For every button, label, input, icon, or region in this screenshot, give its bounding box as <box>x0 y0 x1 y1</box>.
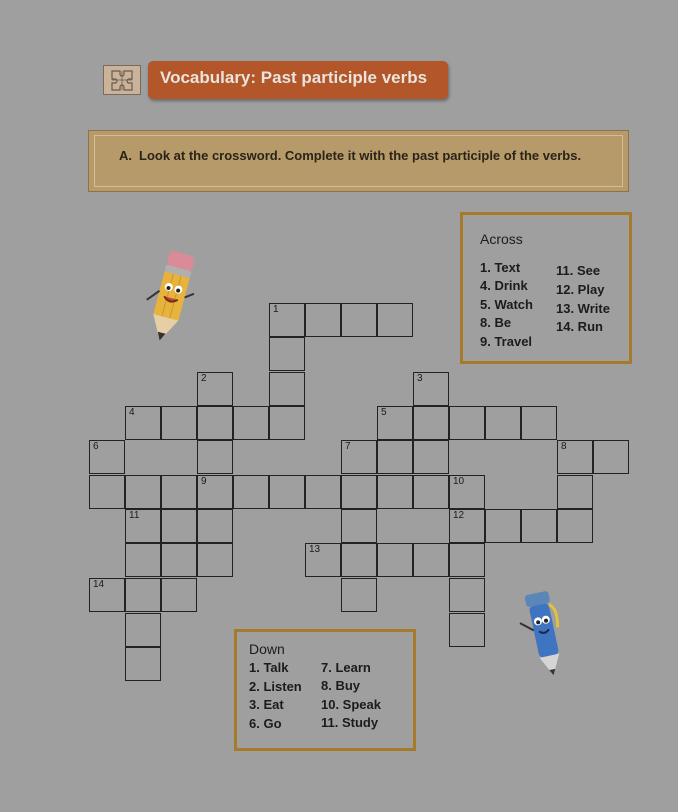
down-clue: 11. Study <box>321 715 379 730</box>
crossword-cell[interactable] <box>449 543 485 577</box>
clue-number: 10 <box>453 476 465 487</box>
crossword-cell[interactable] <box>341 509 377 543</box>
across-title: Across <box>480 231 523 247</box>
clue-number: 7 <box>345 441 351 452</box>
crossword-cell[interactable] <box>269 303 305 337</box>
crossword-cell[interactable] <box>89 475 125 509</box>
puzzle-icon <box>103 65 141 95</box>
crossword-cell[interactable] <box>341 475 377 509</box>
crossword-cell[interactable] <box>485 406 521 440</box>
crossword-cell[interactable] <box>161 475 197 509</box>
down-clue: 6. Go <box>249 716 282 731</box>
crossword-cell[interactable] <box>305 543 341 577</box>
pen-mascot-icon <box>515 588 577 682</box>
crossword-cell[interactable] <box>125 509 161 543</box>
across-clue: 5. Watch <box>480 297 533 312</box>
across-clue: 1. Text <box>480 260 521 275</box>
crossword-cell[interactable] <box>449 475 485 509</box>
clue-number: 4 <box>129 407 135 418</box>
crossword-cell[interactable] <box>413 475 449 509</box>
crossword-cell[interactable] <box>341 578 377 612</box>
clue-number: 1 <box>273 304 279 315</box>
across-clue: 9. Travel <box>480 334 533 349</box>
crossword-cell[interactable] <box>377 406 413 440</box>
crossword-cell[interactable] <box>377 475 413 509</box>
across-clue: 12. Play <box>556 282 605 297</box>
crossword-cell[interactable] <box>89 440 125 474</box>
instruction-box <box>88 130 629 192</box>
down-clue: 7. Learn <box>321 660 371 675</box>
crossword-cell[interactable] <box>269 372 305 406</box>
clue-number: 14 <box>93 579 105 590</box>
clue-number: 2 <box>201 373 207 384</box>
crossword-cell[interactable] <box>485 509 521 543</box>
crossword-cell[interactable] <box>269 337 305 371</box>
across-clue: 13. Write <box>556 301 610 316</box>
crossword-cell[interactable] <box>125 613 161 647</box>
down-clue: 10. Speak <box>321 697 381 712</box>
crossword-cell[interactable] <box>449 509 485 543</box>
clue-number: 11 <box>129 510 140 521</box>
crossword-cell[interactable] <box>521 509 557 543</box>
crossword-cell[interactable] <box>593 440 629 474</box>
section-title: Vocabulary: Past participle verbs <box>148 61 448 99</box>
crossword-cell[interactable] <box>449 578 485 612</box>
crossword-cell[interactable] <box>233 475 269 509</box>
down-title: Down <box>249 641 285 657</box>
instruction-text: Look at the crossword. Complete it with the past participle of the verbs. <box>139 148 582 163</box>
crossword-cell[interactable] <box>413 372 449 406</box>
down-clue: 8. Buy <box>321 678 361 693</box>
clue-number: 9 <box>201 476 207 487</box>
crossword-cell[interactable] <box>197 440 233 474</box>
crossword-cell[interactable] <box>197 475 233 509</box>
crossword-cell[interactable] <box>161 509 197 543</box>
crossword-cell[interactable] <box>413 406 449 440</box>
down-clue: 2. Listen <box>249 679 302 694</box>
clue-number: 13 <box>309 544 321 555</box>
clue-number: 5 <box>381 407 387 418</box>
crossword-cell[interactable] <box>341 303 377 337</box>
crossword-cell[interactable] <box>161 578 197 612</box>
crossword-cell[interactable] <box>269 475 305 509</box>
crossword-cell[interactable] <box>557 475 593 509</box>
crossword-cell[interactable] <box>197 372 233 406</box>
crossword-cell[interactable] <box>377 303 413 337</box>
clue-number: 3 <box>417 373 423 384</box>
crossword-cell[interactable] <box>125 543 161 577</box>
down-clue: 3. Eat <box>249 697 284 712</box>
across-clue: 8. Be <box>480 315 512 330</box>
pencil-mascot-icon <box>140 248 202 350</box>
crossword-cell[interactable] <box>305 303 341 337</box>
clue-number: 8 <box>561 441 567 452</box>
crossword-cell[interactable] <box>89 578 125 612</box>
down-clue: 1. Talk <box>249 660 289 675</box>
crossword-cell[interactable] <box>161 406 197 440</box>
clue-number: 6 <box>93 441 99 452</box>
across-clue: 14. Run <box>556 319 603 334</box>
across-clue: 4. Drink <box>480 278 528 293</box>
crossword-cell[interactable] <box>269 406 305 440</box>
crossword-cell[interactable] <box>449 406 485 440</box>
crossword-cell[interactable] <box>413 543 449 577</box>
down-clues-box <box>234 629 416 751</box>
crossword-cell[interactable] <box>557 509 593 543</box>
crossword-cell[interactable] <box>413 440 449 474</box>
crossword-cell[interactable] <box>125 475 161 509</box>
crossword-cell[interactable] <box>341 440 377 474</box>
crossword-cell[interactable] <box>197 543 233 577</box>
crossword-cell[interactable] <box>377 543 413 577</box>
crossword-cell[interactable] <box>341 543 377 577</box>
crossword-cell[interactable] <box>197 406 233 440</box>
crossword-cell[interactable] <box>125 578 161 612</box>
crossword-cell[interactable] <box>377 440 413 474</box>
crossword-cell[interactable] <box>305 475 341 509</box>
across-clue: 11. See <box>556 263 601 278</box>
crossword-cell[interactable] <box>161 543 197 577</box>
crossword-cell[interactable] <box>449 613 485 647</box>
crossword-cell[interactable] <box>125 647 161 681</box>
instruction-label: A. <box>119 148 132 163</box>
crossword-cell[interactable] <box>233 406 269 440</box>
crossword-cell[interactable] <box>197 509 233 543</box>
crossword-cell[interactable] <box>521 406 557 440</box>
clue-number: 12 <box>453 510 465 521</box>
crossword-cell[interactable] <box>557 440 593 474</box>
across-clues-box <box>460 212 632 364</box>
crossword-cell[interactable] <box>125 406 161 440</box>
